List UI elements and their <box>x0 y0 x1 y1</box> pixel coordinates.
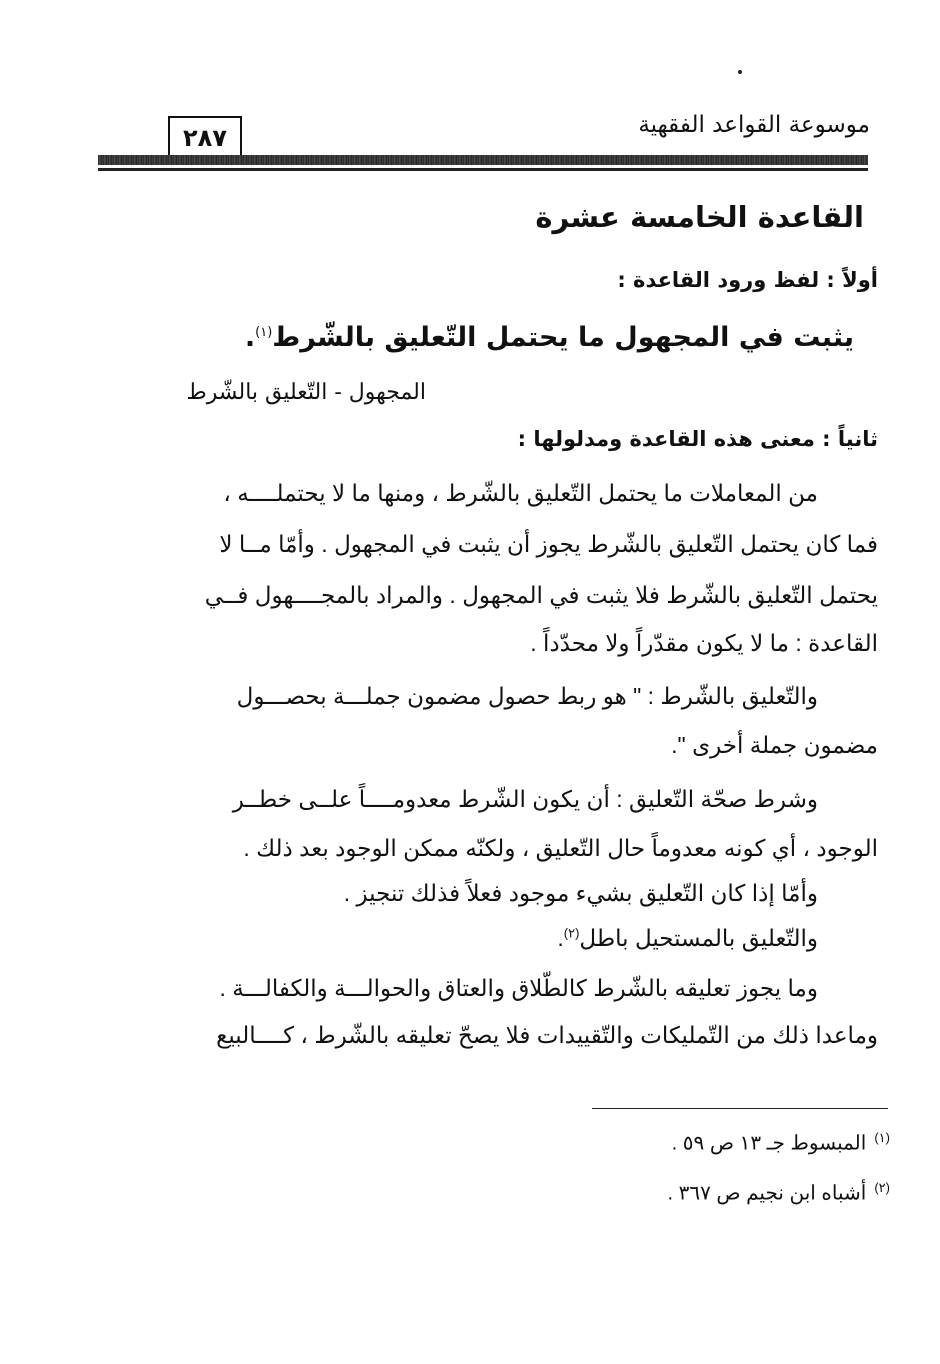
body-line-12: وماعدا ذلك من التّمليكات والتّقييدات فلا يصحّ تعليقه بالشّرط ، كــــالبيع <box>216 1022 878 1048</box>
body-line-3: يحتمل التّعليق بالشّرط فلا يثبت في المجهول . والمراد بالمجــــهول فــي <box>204 582 878 608</box>
rule-statement-text: يثبت في المجهول ما يحتمل التّعليق بالشّرط <box>272 322 854 353</box>
header-rule <box>98 155 868 165</box>
footnote-2-text: أشباه ابن نجيم ص ٣٦٧ . <box>667 1182 867 1205</box>
section-heading-meaning: ثانياً : معنى هذه القاعدة ومدلولها : <box>517 427 878 451</box>
footnote-2 <box>667 1180 890 1206</box>
body-line-10 <box>557 925 818 952</box>
footnote-ref-2: (٢) <box>563 925 580 941</box>
body-line-2: فما كان يحتمل التّعليق بالشّرط يجوز أن يثبت في المجهول . وأمّا مــا لا <box>219 531 878 557</box>
running-header-title: موسوعة القواعد الفقهية <box>638 112 870 138</box>
body-line-8: الوجود ، أي كونه معدوماً حال التّعليق ، ولكنّه ممكن الوجود بعد ذلك . <box>243 835 878 861</box>
keywords: المجهول - التّعليق بالشّرط <box>186 380 426 405</box>
rule-heading: القاعدة الخامسة عشرة <box>535 200 864 234</box>
rule-statement-end: . <box>244 322 256 353</box>
body-line-7: وشرط صحّة التّعليق : أن يكون الشّرط معدومــــاً علــى خطــر <box>232 786 818 812</box>
footnote-1 <box>672 1130 890 1156</box>
body-line-5: والتّعليق بالشّرط : " هو ربط حصول مضمون جملـــة بحصـــول <box>236 683 818 709</box>
body-line-6: مضمون جملة أخرى ". <box>671 732 878 758</box>
body-line-10-end: . <box>557 925 564 951</box>
footnote-ref-1: (١) <box>255 325 273 340</box>
section-heading-wording: أولاً : لفظ ورود القاعدة : <box>617 268 878 292</box>
body-line-1: من المعاملات ما يحتمل التّعليق بالشّرط ، ومنها ما لا يحتملــــه ، <box>223 480 818 506</box>
rule-statement <box>245 322 854 353</box>
body-line-10-text: والتّعليق بالمستحيل باطل <box>579 925 818 951</box>
body-line-11: وما يجوز تعليقه بالشّرط كالطّلاق والعتاق والحوالـــة والكفالـــة . <box>219 975 818 1001</box>
scan-speck <box>738 70 742 74</box>
body-line-4: القاعدة : ما لا يكون مقدّراً ولا محدّداً . <box>530 630 878 656</box>
page-number: ٢٨٧ <box>168 116 242 158</box>
header-rule-thin <box>98 168 868 171</box>
footnote-1-number: (١) <box>874 1130 890 1145</box>
body-line-9: وأمّا إذا كان التّعليق بشيء موجود فعلاً فذلك تنجيز . <box>343 880 818 906</box>
footnote-2-number: (٢) <box>874 1180 890 1195</box>
footnote-separator <box>592 1108 888 1109</box>
footnote-1-text: المبسوط جـ ١٣ ص ٥٩ . <box>671 1132 867 1155</box>
